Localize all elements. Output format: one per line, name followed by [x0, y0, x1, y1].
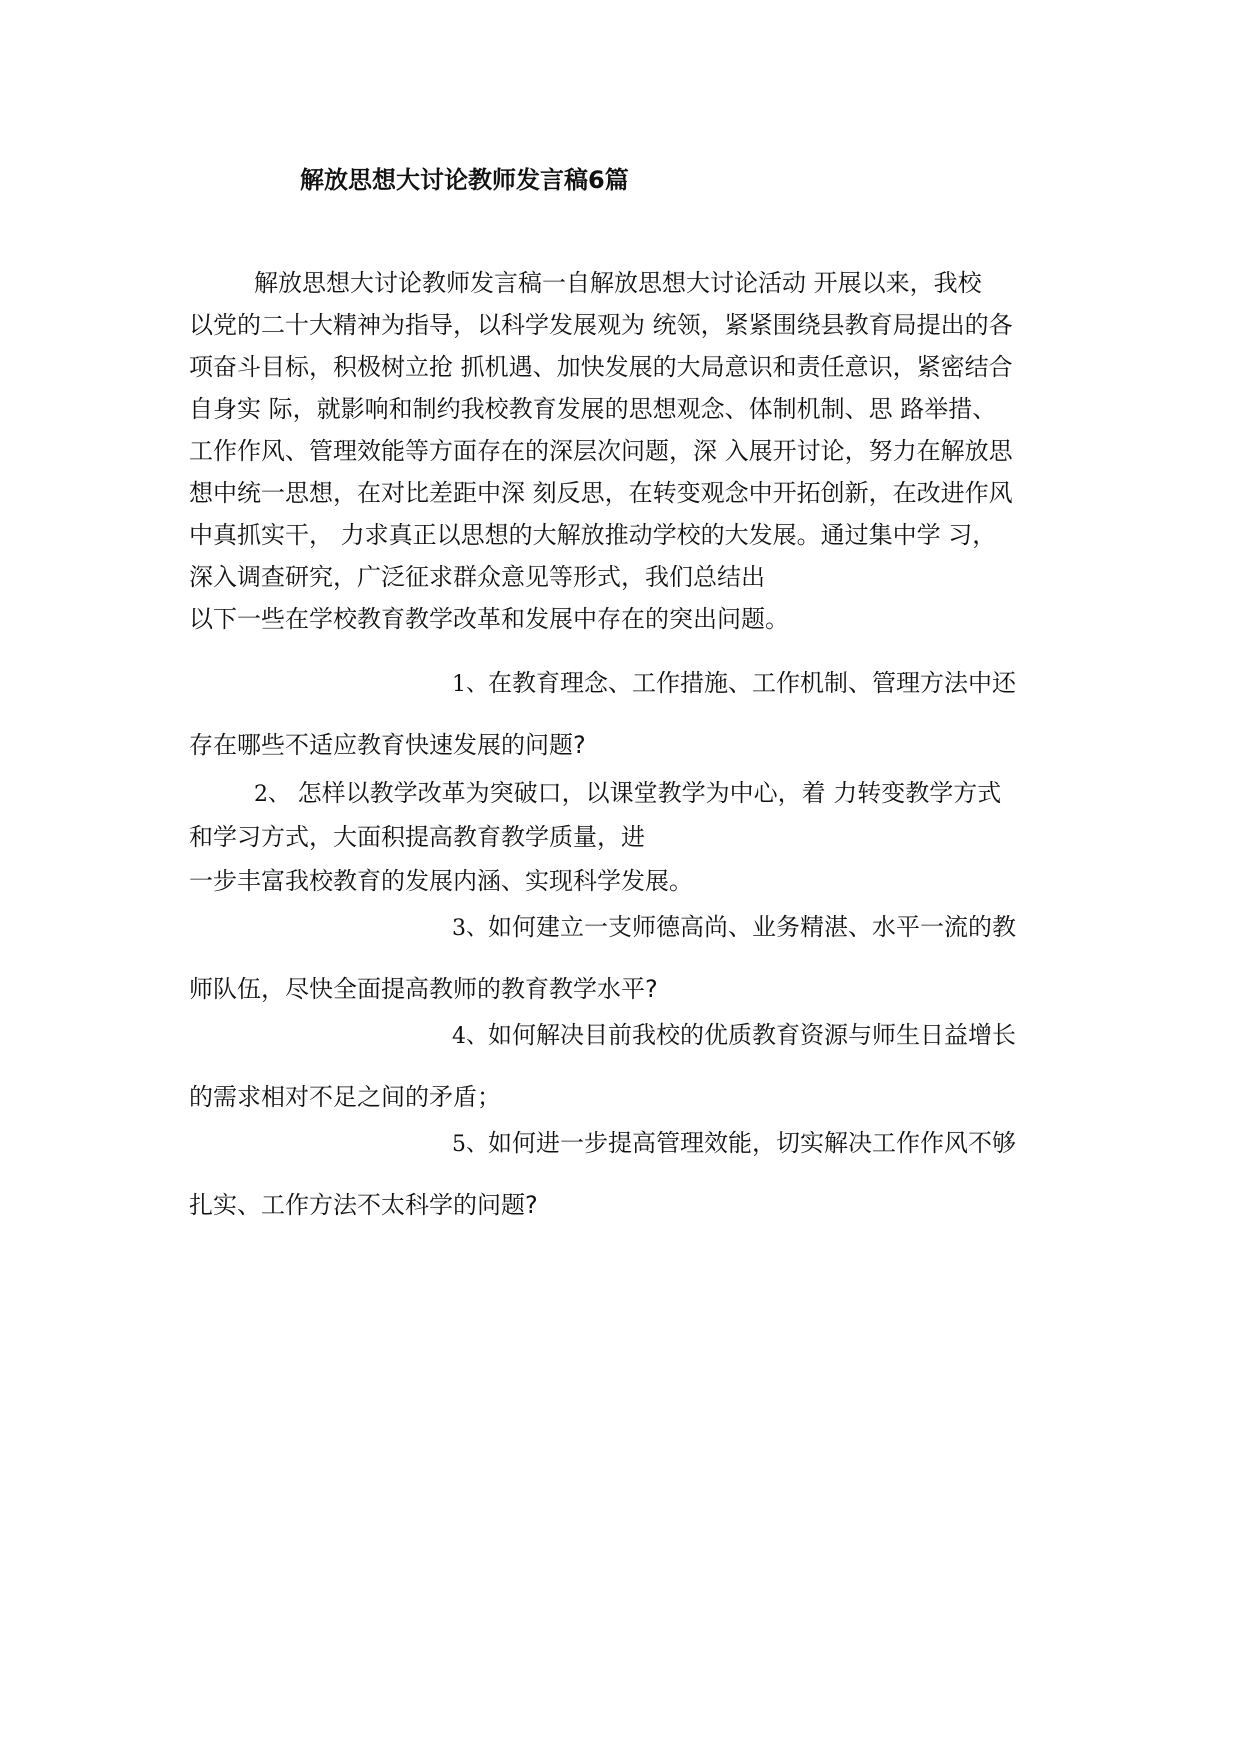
item-continuation: 一步丰富我校教育的发展内涵、实现科学发展。	[189, 867, 693, 895]
item-continuation: 扎实、工作方法不太科学的问题?	[189, 1191, 538, 1219]
item-number: 4、	[452, 1024, 488, 1049]
item-text: 在教育理念、工作措施、工作机制、管理方法中还	[488, 669, 1016, 697]
item-continuation: 和学习方式，大面积提高教育教学质量，进	[189, 823, 645, 851]
item-continuation: 存在哪些不适应教育快速发展的问题?	[189, 731, 586, 759]
intro-line: 项奋斗目标，积极树立抢 抓机遇、加快发展的大局意识和责任意识，紧密结合	[189, 353, 1013, 381]
item-number: 1、	[452, 672, 488, 697]
item-text: 怎样以教学改革为突破口，以课堂教学为中心，着 力转变教学方式	[290, 779, 1002, 807]
page-title: 解放思想大讨论教师发言稿6篇	[300, 166, 629, 194]
intro-line: 中真抓实干， 力求真正以思想的大解放推动学校的大发展。通过集中学 习，	[189, 521, 997, 549]
intro-line: 以下一些在学校教育教学改革和发展中存在的突出问题。	[189, 605, 789, 633]
item-number: 3、	[452, 916, 488, 941]
list-item	[452, 668, 1016, 700]
item-number: 2、	[254, 782, 290, 807]
list-item	[452, 1128, 1016, 1160]
item-text: 如何建立一支师德高尚、业务精湛、水平一流的教	[488, 913, 1016, 941]
list-item	[254, 778, 1001, 810]
intro-line: 解放思想大讨论教师发言稿一自解放思想大讨论活动 开展以来，我校	[254, 269, 982, 297]
item-number: 5、	[452, 1132, 488, 1157]
intro-line: 工作作风、管理效能等方面存在的深层次问题，深 入展开讨论，努力在解放思	[189, 437, 1013, 465]
item-text: 如何进一步提高管理效能，切实解决工作作风不够	[488, 1129, 1016, 1157]
item-text: 如何解决目前我校的优质教育资源与师生日益增长	[488, 1021, 1016, 1049]
list-item	[452, 1020, 1016, 1052]
intro-line: 自身实 际，就影响和制约我校教育发展的思想观念、体制机制、思 路举措、	[189, 395, 997, 423]
item-continuation: 师队伍，尽快全面提高教师的教育教学水平?	[189, 975, 658, 1003]
intro-line: 深入调查研究，广泛征求群众意见等形式，我们总结出	[189, 563, 765, 591]
intro-line: 以党的二十大精神为指导，以科学发展观为 统领，紧紧围绕县教育局提出的各	[189, 311, 1013, 339]
intro-line: 想中统一思想，在对比差距中深 刻反思，在转变观念中开拓创新，在改进作风	[189, 479, 1013, 507]
list-item	[452, 912, 1016, 944]
item-continuation: 的需求相对不足之间的矛盾；	[189, 1083, 501, 1111]
